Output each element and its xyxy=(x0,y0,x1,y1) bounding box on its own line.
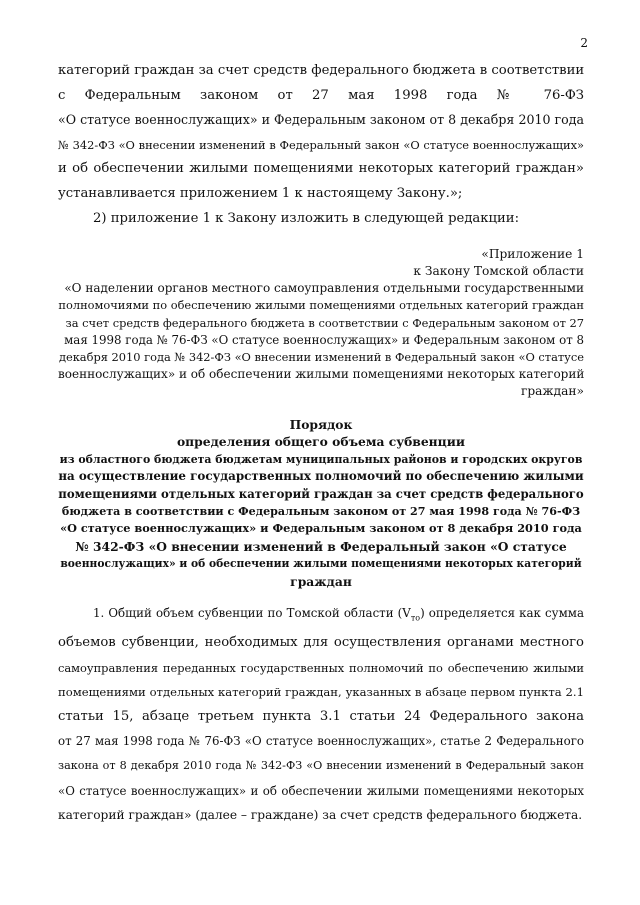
text-line: закона от 8 декабря 2010 года № 342-ФЗ «О внесении изменений в Федеральный закон xyxy=(58,758,584,772)
intro-paragraph xyxy=(58,59,584,207)
text-line: с Федеральным законом от 27 мая 1998 года № 76-ФЗ xyxy=(58,87,584,103)
heading-line: военнослужащих» и об обеспечении жилыми помещениями некоторых категорий xyxy=(60,557,582,571)
text-line: устанавливается приложением 1 к настоящему Закону.»; xyxy=(58,185,463,201)
appendix-line: «О наделении органов местного самоуправления отдельными государственными xyxy=(64,281,584,296)
text-line: статьи 15, абзаце третьем пункта 3.1 статьи 24 Федерального закона xyxy=(58,708,584,724)
text-line: самоуправления переданных государственных полномочий по обеспечению жилыми xyxy=(58,660,584,675)
para1-text-start: 1. Общий объем субвенции по Томской области (V xyxy=(93,606,411,621)
subscript-label: то xyxy=(410,613,421,623)
heading-line: из областного бюджета бюджетам муниципальных районов и городских округов xyxy=(59,452,583,466)
appendix-line: за счет средств федерального бюджета в соответствии с Федеральным законом от 27 xyxy=(65,315,584,330)
appendix-line: мая 1998 года № 76-ФЗ «О статусе военнослужащих» и Федеральным законом от 8 xyxy=(64,332,584,347)
appendix-line: к Закону Томской области xyxy=(413,264,584,279)
appendix-line: военнослужащих» и об обеспечении жилыми помещениями некоторых категорий xyxy=(58,366,585,381)
text-line: «О статусе военнослужащих» и об обеспечении жилыми помещениями некоторых xyxy=(58,783,584,798)
paragraph-1 xyxy=(58,601,584,828)
text-line: категорий граждан за счет средств федерального бюджета в соответствии xyxy=(58,63,585,78)
text-line xyxy=(58,601,584,631)
heading-line: помещениями отдельных категорий граждан за счет средств федерального xyxy=(58,486,584,501)
heading-line: «О статусе военнослужащих» и Федеральным законом от 8 декабря 2010 года xyxy=(60,521,582,536)
appendix-line: декабря 2010 года № 342-ФЗ «О внесении изменений в Федеральный закон «О статусе xyxy=(58,349,584,364)
text-line: и об обеспечении жилыми помещениями некоторых категорий граждан» xyxy=(58,161,584,177)
procedure-heading xyxy=(58,416,584,590)
text-line: от 27 мая 1998 года № 76-ФЗ «О статусе военнослужащих», статье 2 Федерального xyxy=(58,734,584,749)
text-line: категорий граждан» (далее – граждане) за счет средств федерального бюджета. xyxy=(58,808,583,823)
heading-line: граждан xyxy=(290,573,352,589)
document-body xyxy=(58,59,584,828)
list-item-2: 2) приложение 1 к Закону изложить в следующей редакции: xyxy=(93,210,520,226)
heading-line: на осуществление государственных полномочий по обеспечению жилыми xyxy=(58,469,584,484)
text-line: помещениями отдельных категорий граждан, указанных в абзаце первом пункта 2.1 xyxy=(58,685,584,700)
text-line: объемов субвенции, необходимых для осуществления органами местного xyxy=(58,635,584,651)
appendix-caption xyxy=(58,246,584,400)
heading-line: № 342-ФЗ «О внесении изменений в Федеральный закон «О статусе xyxy=(75,538,567,554)
heading-line: определения общего объема субвенции xyxy=(176,434,466,450)
text-line: № 342-ФЗ «О внесении изменений в Федеральный закон «О статусе военнослужащих» xyxy=(58,137,584,152)
appendix-line: «Приложение 1 xyxy=(481,247,584,262)
appendix-line: граждан» xyxy=(520,383,584,398)
heading-line: Порядок xyxy=(289,417,353,432)
para1-text-rest: ) определяется как сумма xyxy=(420,606,584,621)
appendix-line: полномочиями по обеспечению жилыми помещениями отдельных категорий граждан xyxy=(58,298,584,313)
page-number: 2 xyxy=(580,36,588,50)
text-line: «О статусе военнослужащих» и Федеральным законом от 8 декабря 2010 года xyxy=(58,112,584,128)
heading-line: бюджета в соответствии с Федеральным законом от 27 мая 1998 года № 76-ФЗ xyxy=(61,505,581,519)
